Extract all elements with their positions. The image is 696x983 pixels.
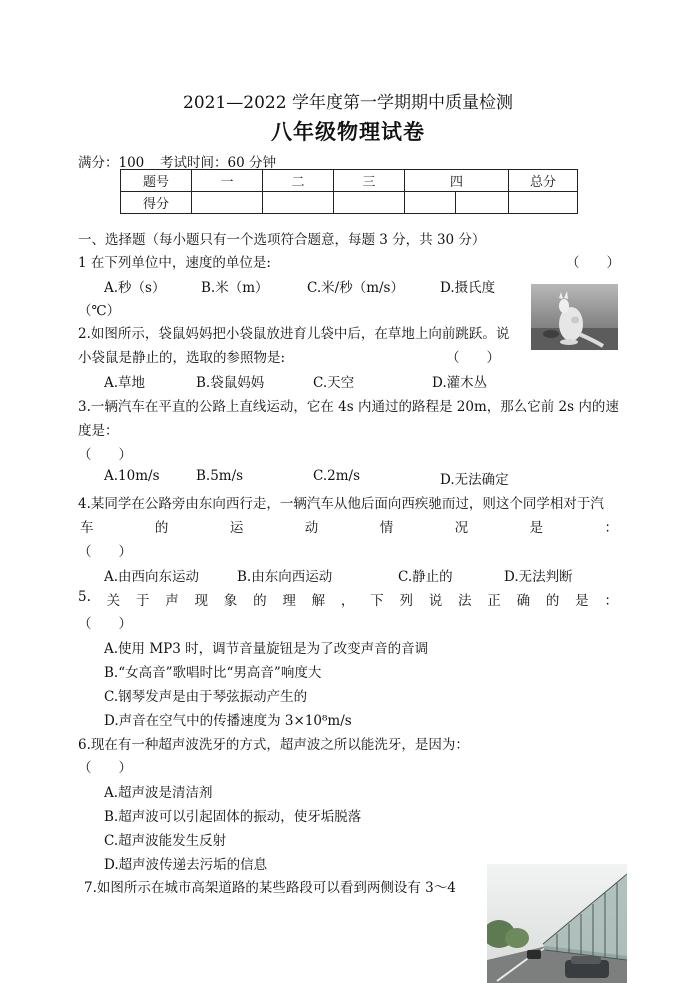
text-char: 的 — [545, 593, 560, 609]
table-header-cell: 题号 — [121, 170, 192, 192]
text-char: 是 — [529, 520, 544, 536]
answer-bracket: （ ） — [78, 760, 132, 776]
option-a: A.秒（s） — [104, 280, 166, 296]
exam-time-label: 考试时间：60 分钟 — [160, 155, 276, 171]
text-char: 况 — [454, 520, 469, 536]
option-c: C.钢琴发声是由于琴弦振动产生的 — [104, 689, 308, 705]
option-b: B.超声波可以引起固体的振动，使牙垢脱落 — [104, 809, 362, 825]
question-4-line-2 — [80, 516, 618, 536]
highway-barrier-photo — [487, 864, 627, 983]
score-table-header-row — [121, 170, 578, 192]
table-header-cell: 三 — [334, 170, 405, 192]
option-d: D.无法确定 — [440, 472, 509, 488]
text-char: 5. — [78, 589, 91, 605]
question-2-line-2: 小袋鼠是静止的，选取的参照物是: — [78, 350, 286, 366]
score-cell[interactable] — [405, 192, 456, 214]
text-char: 正 — [487, 593, 501, 609]
answer-bracket: （ ） — [446, 350, 500, 366]
option-c: C.2m/s — [313, 468, 361, 484]
highway-image — [487, 864, 627, 983]
text-char: 于 — [135, 593, 150, 609]
option-a: A.10m/s — [104, 468, 160, 484]
text-char: 现 — [194, 593, 209, 609]
table-row-label: 得分 — [121, 192, 192, 214]
option-c: C.静止的 — [398, 569, 453, 585]
table-header-cell: 二 — [263, 170, 334, 192]
text-char: 动 — [304, 520, 319, 536]
answer-bracket: （ ） — [78, 616, 132, 632]
text-char: 运 — [229, 520, 244, 536]
kangaroo-image — [531, 284, 618, 350]
text-char: 解 — [311, 593, 326, 609]
text-char: 的 — [253, 593, 267, 609]
text-char: 理 — [282, 593, 296, 609]
text-char: ： — [604, 520, 618, 536]
answer-bracket: （ ） — [78, 544, 132, 560]
option-d: D.超声波传递去污垢的信息 — [104, 857, 268, 873]
table-header-cell: 总分 — [509, 170, 578, 192]
table-header-cell: 一 — [192, 170, 263, 192]
text-char: 下 — [370, 593, 384, 609]
option-d: D.摄氏度 — [440, 280, 496, 296]
score-cell[interactable] — [334, 192, 405, 214]
question-2-line-1: 2.如图所示，袋鼠妈妈把小袋鼠放进育儿袋中后，在草地上向前跳跃。说 — [78, 326, 510, 342]
unit-continuation: （℃） — [78, 303, 121, 319]
text-char: 车 — [80, 520, 94, 536]
text-char: 情 — [379, 520, 394, 536]
text-char: 声 — [165, 593, 179, 609]
option-c: C.超声波能发生反射 — [104, 833, 227, 849]
text-char: 确 — [516, 593, 531, 609]
option-a: A.草地 — [104, 375, 146, 391]
option-d: D.无法判断 — [504, 569, 573, 585]
score-table-row — [121, 192, 578, 214]
text-char: 是 — [575, 593, 589, 609]
text-char: 法 — [458, 593, 472, 609]
option-d: D.声音在空气中的传播速度为 3×10⁸m/s — [104, 713, 352, 729]
question-5-line-1 — [78, 589, 618, 609]
question-1-stem: 1 在下列单位中，速度的单位是: — [78, 255, 271, 271]
table-header-cell: 四 — [405, 170, 509, 192]
answer-bracket: （ ） — [566, 255, 620, 271]
section-heading: 一、选择题（每小题只有一个选项符合题意，每题 3 分，共 30 分） — [78, 232, 486, 248]
option-b: B.米（m） — [201, 280, 269, 296]
text-char: 象 — [223, 593, 238, 609]
question-6-stem: 6.现在有一种超声波洗牙的方式，超声波之所以能洗牙，是因为： — [78, 737, 469, 753]
score-cell[interactable] — [456, 192, 509, 214]
option-b: B.由东向西运动 — [237, 569, 333, 585]
option-c: C.天空 — [313, 375, 355, 391]
full-score-label: 满分：100 — [78, 155, 145, 171]
question-7-stem: 7.如图所示在城市高架道路的某些路段可以看到两侧设有 3～4 — [84, 880, 456, 896]
question-3-line-2: 度是： — [78, 423, 119, 439]
option-a: A.由西向东运动 — [104, 569, 200, 585]
option-c: C.米/秒（m/s） — [307, 280, 404, 296]
text-char: 列 — [399, 593, 413, 609]
option-b: B.“女高音”歌唱时比“男高音”响度大 — [104, 665, 322, 681]
text-char: ： — [604, 593, 618, 609]
exam-subtitle: 八年级物理试卷 — [271, 119, 425, 144]
option-a: A.使用 MP3 时，调节音量旋钮是为了改变声音的音调 — [104, 641, 429, 657]
text-char: ， — [340, 593, 355, 609]
text-char: 说 — [428, 593, 443, 609]
option-b: B.5m/s — [196, 468, 244, 484]
text-char: 关 — [106, 593, 121, 609]
kangaroo-photo — [531, 284, 618, 350]
score-cell[interactable] — [509, 192, 578, 214]
score-table — [120, 169, 578, 214]
text-char: 的 — [154, 520, 169, 536]
exam-title: 2021—2022 学年度第一学期期中质量检测 — [183, 93, 513, 113]
option-b: B.袋鼠妈妈 — [196, 375, 265, 391]
answer-bracket: （ ） — [78, 447, 132, 463]
option-a: A.超声波是清洁剂 — [104, 785, 213, 801]
question-3-line-1: 3.一辆汽车在平直的公路上直线运动，它在 4s 内通过的路程是 20m，那么它前 2s 内的速 — [78, 399, 619, 415]
score-cell[interactable] — [192, 192, 263, 214]
score-cell[interactable] — [263, 192, 334, 214]
question-4-line-1: 4.某同学在公路旁由东向西行走，一辆汽车从他后面向西疾驰而过，则这个同学相对于汽 — [78, 496, 604, 512]
option-d: D.灌木丛 — [432, 375, 488, 391]
